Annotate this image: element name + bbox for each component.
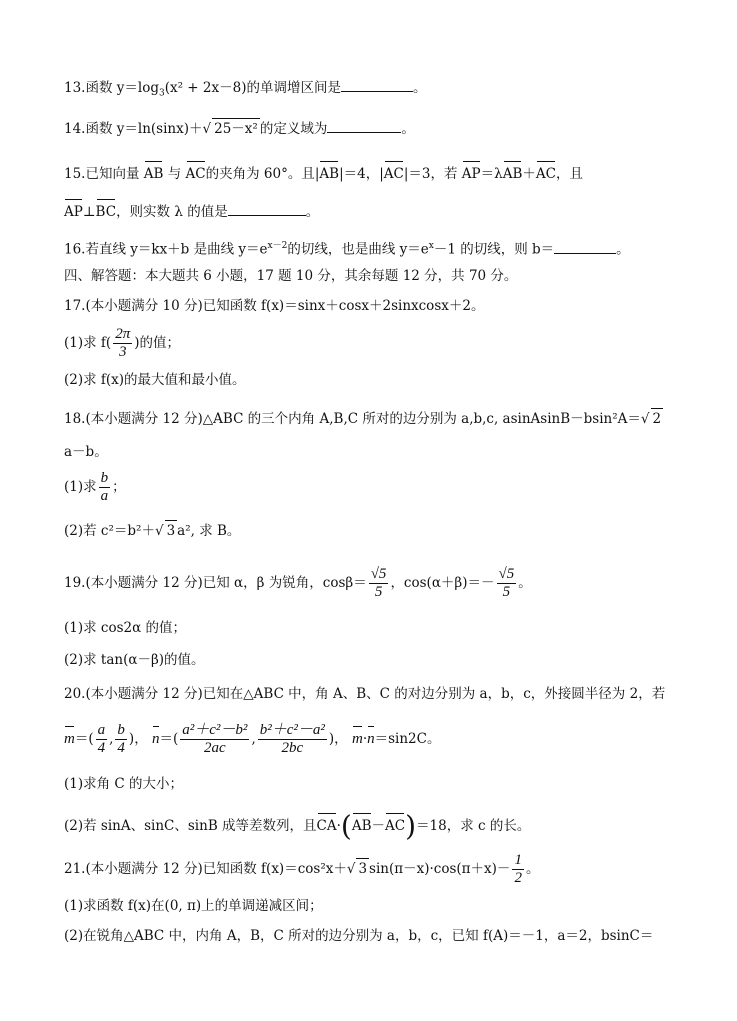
vector-ab: AB (144, 160, 164, 184)
fraction: $\frac{2\pi}{3}$ (115, 326, 131, 360)
vector-ab: AB (352, 812, 372, 836)
vector-m: m (352, 725, 363, 749)
question-20: 20.(本小题满分 12 分)已知在△ABC 中，角 A、B、C 的对边分别为 a，b，c，外接圆半径为 2，若 (64, 686, 666, 702)
question-19: 19.(本小题满分 12 分)已知 α，β 为锐角，cosβ＝ $\frac{√5}{5}$ ，cos(α＋β)＝－ $\frac{√5}{5}$ 。 (64, 566, 532, 600)
question-20-part-2: (2)若 sinA、sinC、sinB 成等差数列，且CA·(AB－AC)＝18，求 c 的长。 (64, 809, 531, 843)
right-paren: ) (405, 809, 417, 843)
left-paren: ( (340, 809, 352, 843)
fraction: $\frac{√5}{5}$ (370, 566, 387, 600)
question-19-part-1: (1)求 cos2α 的值； (64, 620, 187, 636)
fraction: $\frac{1}{2}$ (514, 852, 522, 886)
question-19-part-2: (2)求 tan(α－β)的值。 (64, 652, 205, 668)
vector-ab: AB (503, 160, 523, 184)
sqrt-symbol: √ (202, 121, 212, 137)
question-17-part-2: (2)求 f(x)的最大值和最小值。 (64, 372, 246, 388)
sqrt-symbol: √ (346, 861, 356, 877)
question-15-cont: AP⊥BC，则实数 λ 的值是 。 (64, 198, 319, 222)
fraction: $\frac{a}{4}$ (97, 722, 106, 756)
question-14: 14.函数 y＝ln(sinx)＋√ 25－x² 的定义域为 。 (64, 118, 415, 139)
fraction: $\frac{√5}{5}$ (498, 566, 515, 600)
vector-ac: AC (385, 812, 405, 836)
question-20-vectors: m＝( $\frac{a}{4}$ , $\frac{b}{4}$ )， n＝( $\frac{\text{a²＋c²－b²}}{2ac}$ , $\frac{\text{b²＋c²－a²}}{2bc}$ )， m·n＝sin2C。 (64, 722, 441, 756)
vector-ap: AP (462, 160, 481, 184)
question-18-cont: a－b。 (64, 444, 108, 460)
vector-ca: CA (317, 812, 337, 836)
sqrt-symbol: √ (154, 523, 164, 539)
question-16: 16.若直线 y＝kx＋b 是曲线 $y=e^{x-2}$的切线，也是曲线 $y=e^x-1$ 的切线，则 b＝ 。 (64, 241, 630, 258)
question-15: 15.已知向量 AB 与 AC的夹角为 60°。且|AB|＝4，|AC|＝3，若 AP＝λAB＋AC，且 (64, 160, 583, 184)
fraction: $\frac{b}{4}$ (117, 722, 125, 756)
vector-ac: AC (384, 160, 404, 184)
vector-ab: AB (319, 160, 339, 184)
question-18-part-2: (2)若 c²＝b²＋√ 3 a², 求 B。 (64, 520, 240, 541)
vector-n: n (152, 725, 160, 749)
question-21-part-1: (1)求函数 f(x)在(0, π)上的单调递减区间； (64, 898, 323, 914)
question-17: 17.(本小题满分 10 分)已知函数 f(x)＝sinx＋cosx＋2sinxcosx＋2。 (64, 298, 485, 314)
section-heading: 四、解答题：本大题共 6 小题，17 题 10 分，其余每题 12 分，共 70 分。 (64, 268, 518, 284)
question-17-part-1: (1)求 f( $\frac{2\pi}{3}$ )的值； (64, 326, 180, 360)
fraction: $\frac{b}{a}$ (100, 470, 109, 504)
fraction: $\frac{\text{a²＋c²－b²}}{2ac}$ (182, 722, 248, 756)
question-21-part-2: (2)在锐角△ABC 中，内角 A，B，C 所对的边分别为 a，b，c，已知 f(A)＝－1，a＝2，bsinC＝ (64, 928, 654, 944)
question-21: 21.(本小题满分 12 分)已知函数 f(x)＝cos²x＋√ 3 sin(π－x)·cos(π＋x)－ $\frac{1}{2}$ 。 (64, 852, 540, 886)
answer-blank (327, 132, 401, 133)
answer-blank (228, 215, 306, 216)
sqrt-symbol: √ (640, 411, 650, 427)
question-20-part-1: (1)求角 C 的大小； (64, 776, 184, 792)
vector-bc: BC (96, 198, 117, 222)
fraction: $\frac{\text{b²＋c²－a²}}{2bc}$ (259, 722, 325, 756)
question-18: 18.(本小题满分 12 分)△ABC 的三个内角 A,B,C 所对的边分别为 a,b,c, asinAsinB－bsin²A＝√ 2 (64, 408, 663, 429)
vector-ap: AP (64, 198, 83, 222)
vector-m: m (64, 725, 75, 749)
vector-ac: AC (536, 160, 556, 184)
vector-ac: AC (186, 160, 206, 184)
vector-n: n (367, 725, 375, 749)
question-13: 13.函数 $y=\log_3(x^2 + 2x-8)$的单调增区间是 。 (64, 80, 427, 99)
answer-blank (554, 253, 616, 254)
question-18-part-1: (1)求 $\frac{b}{a}$ ； (64, 470, 126, 504)
answer-blank (341, 91, 413, 92)
